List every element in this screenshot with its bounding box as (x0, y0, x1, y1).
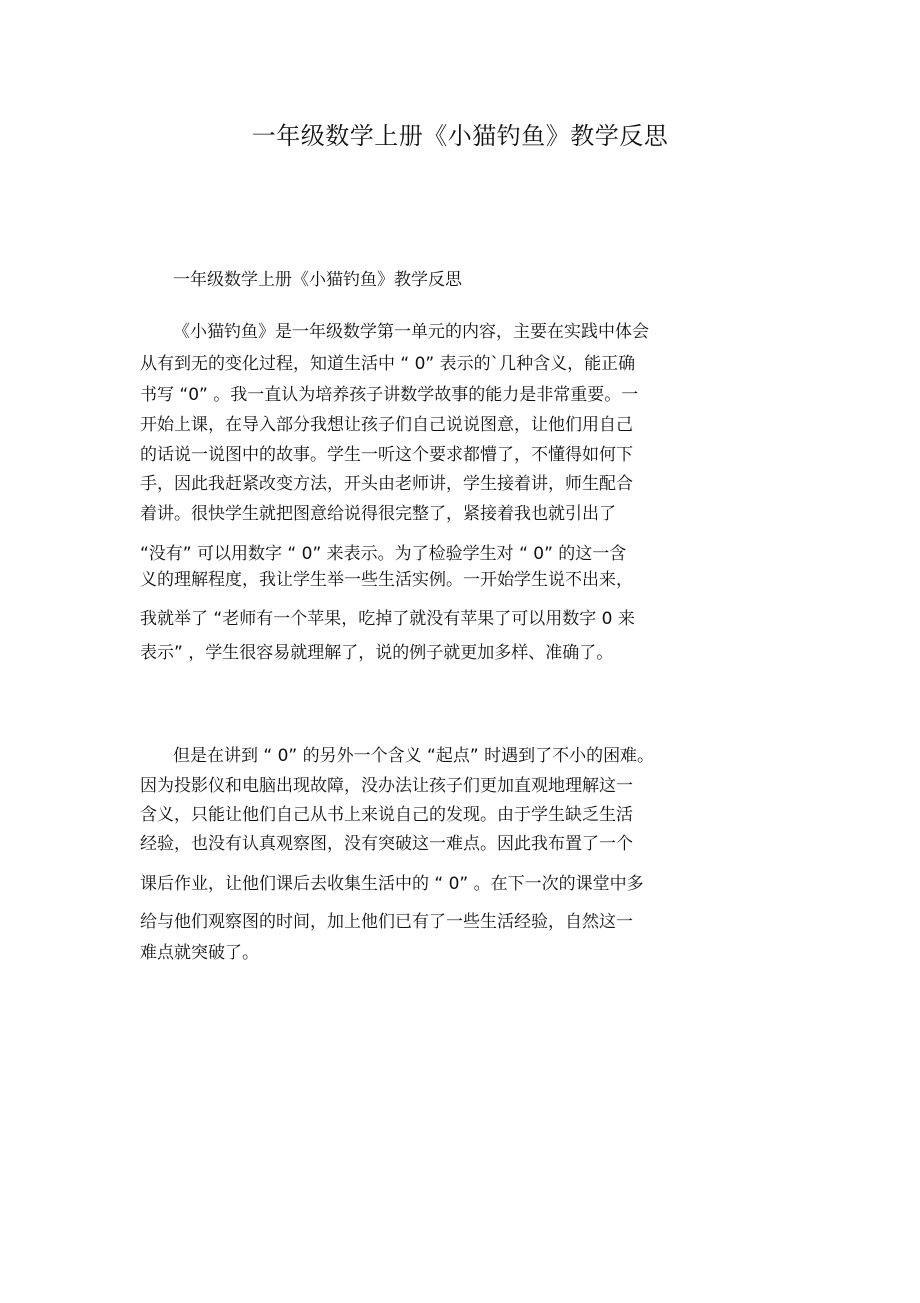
paragraph-2-line: 给与他们观察图的时间，加上他们已有了一些生活经验，自然这一 (140, 912, 633, 932)
paragraph-2-line: 难点就突破了。 (140, 943, 259, 963)
paragraph-1-line: 开始上课，在导入部分我想让孩子们自己说说图意，让他们用自己 (140, 415, 633, 435)
paragraph-2-line: 但是在讲到 “ 0” 的另外一个含义 “起点” 时遇到了不小的困难。 (173, 746, 655, 766)
document-subtitle: 一年级数学上册《小猫钓鱼》教学反思 (173, 270, 462, 290)
paragraph-1-line: 义的理解程度，我让学生举一些生活实例。一开始学生说不出来， (140, 570, 633, 590)
paragraph-1-line: 从有到无的变化过程，知道生活中 “ 0” 表示的`几种含义，能正确 (140, 354, 636, 374)
paragraph-1-line: “没有” 可以用数字 “ 0” 来表示。为了检验学生对 “ 0” 的这一含 (140, 544, 627, 564)
paragraph-2-line: 因为投影仪和电脑出现故障，没办法让孩子们更加直观地理解这一 (140, 776, 633, 796)
paragraph-1-line: 表示” ，学生很容易就理解了，说的例子就更加多样、准确了。 (140, 643, 614, 663)
paragraph-2-line: 课后作业，让他们课后去收集生活中的 “ 0” 。在下一次的课堂中多 (140, 874, 644, 894)
paragraph-1-line: 我就举了 “老师有一个苹果，吃掉了就没有苹果了可以用数字 0 来 (140, 609, 635, 629)
document-title: 一年级数学上册《小猫钓鱼》教学反思 (251, 122, 669, 150)
paragraph-1-line: 手，因此我赶紧改变方法，开头由老师讲，学生接着讲，师生配合 (140, 474, 633, 494)
paragraph-2-line: 含义，只能让他们自己从书上来说自己的发现。由于学生缺乏生活 (140, 805, 633, 825)
paragraph-1-line: 着讲。很快学生就把图意给说得很完整了，紧接着我也就引出了 (140, 504, 616, 524)
paragraph-2-line: 经验，也没有认真观察图，没有突破这一难点。因此我布置了一个 (140, 834, 633, 854)
paragraph-1-line: 《小猫钓鱼》是一年级数学第一单元的内容，主要在实践中体会 (173, 322, 649, 342)
paragraph-1-line: 书写 “0” 。我一直认为培养孩子讲数学故事的能力是非常重要。一 (140, 385, 639, 405)
paragraph-1-line: 的话说一说图中的故事。学生一听这个要求都懵了，不懂得如何下 (140, 445, 633, 465)
